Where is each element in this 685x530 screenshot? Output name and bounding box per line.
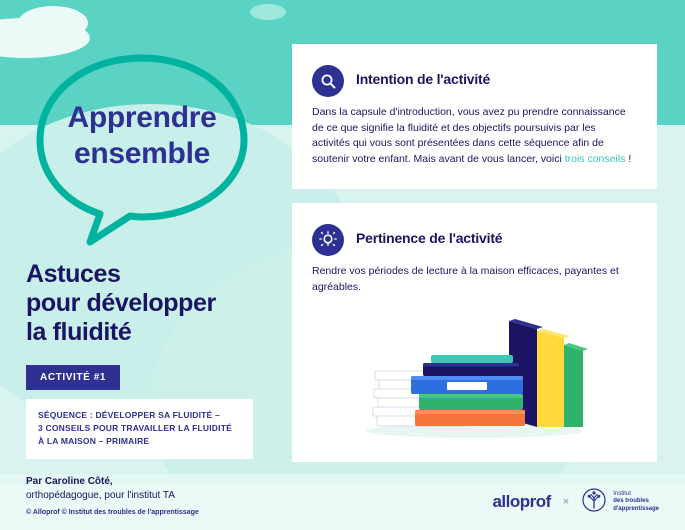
alloprof-logo: alloprof — [492, 492, 551, 511]
author-role: orthopédagogue, pour l'institut TA — [26, 490, 175, 501]
page-title — [26, 260, 276, 347]
sequence-box — [26, 399, 253, 459]
card-header — [312, 64, 635, 97]
author-block — [26, 475, 276, 503]
copyright-text: © Alloprof © Institut des troubles de l'apprentissage — [26, 509, 199, 516]
logo-separator: × — [562, 496, 570, 508]
author-name: Par Caroline Côté, — [26, 476, 113, 487]
card-title: Intention de l'activité — [356, 71, 491, 87]
logo-text — [26, 100, 258, 172]
logo-line-2: ensemble — [74, 137, 210, 170]
activity-badge: ACTIVITÉ #1 — [26, 365, 120, 390]
institut-logo — [581, 488, 659, 516]
left-column — [26, 46, 276, 503]
page-title-line-2: pour développer — [26, 289, 216, 317]
card-body-text-end: ! — [625, 152, 632, 165]
tree-icon — [581, 488, 607, 516]
card-title: Pertinence de l'activité — [356, 230, 503, 246]
institut-line-3: d'apprentissage — [613, 505, 659, 512]
cloud-shape — [18, 6, 88, 40]
books-illustration — [312, 305, 635, 440]
card-body — [312, 264, 635, 295]
sequence-line-3: À LA MAISON – PRIMAIRE — [38, 436, 150, 446]
card-body-text: Rendre vos périodes de lecture à la maison efficaces, payantes et agréables. — [312, 265, 619, 293]
lightbulb-icon — [312, 224, 344, 256]
apprendre-ensemble-logo — [26, 46, 258, 246]
footer-logos — [492, 488, 659, 516]
card-intention — [292, 44, 657, 189]
page-title-line-3: la fluidité — [26, 318, 132, 346]
right-column — [292, 44, 657, 462]
institut-line-2: des troubles — [613, 498, 649, 505]
card-pertinence — [292, 203, 657, 462]
sequence-line-1: SÉQUENCE : DÉVELOPPER SA FLUIDITÉ – — [38, 410, 220, 420]
cloud-shape — [250, 4, 286, 20]
stack-of-books-icon — [359, 305, 589, 440]
card-body-text: Dans la capsule d'introduction, vous avez pu prendre connaissance de ce que signifie la fluidité et des objectifs poursuivis par les activités qui vous sont présentées dans cette séquence afin de soutenir votre enfant. Mais avant de vous lancer, voici — [312, 106, 626, 165]
card-body — [312, 105, 635, 167]
institut-line-1: Institut — [613, 490, 631, 497]
card-body-link[interactable]: trois conseils — [564, 152, 626, 165]
sequence-line-2: 3 CONSEILS POUR TRAVAILLER LA FLUIDITÉ — [38, 423, 232, 433]
page-title-line-1: Astuces — [26, 260, 121, 288]
card-header — [312, 223, 635, 256]
institut-logo-text — [613, 491, 659, 514]
logo-line-1: Apprendre — [67, 101, 217, 134]
magnifier-icon — [312, 65, 344, 97]
